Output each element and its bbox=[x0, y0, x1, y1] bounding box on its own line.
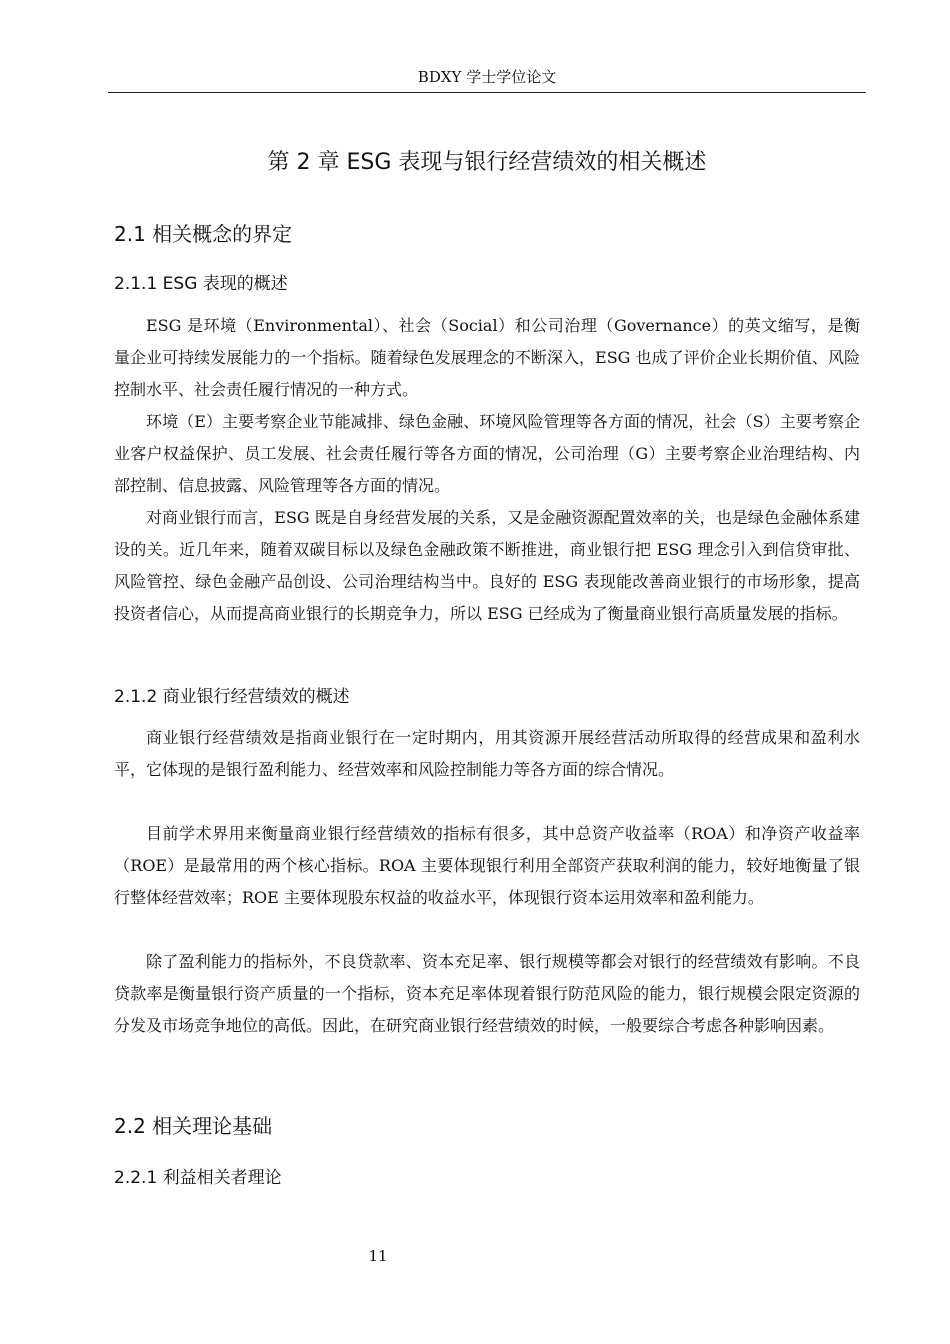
paragraph-roa-roe: 目前学术界用来衡量商业银行经营绩效的指标有很多，其中总资产收益率（ROA）和净资产收益率（ROE）是最常用的两个核心指标。ROA 主要体现银行利用全部资产获取利润的能力，较好地衡量了银行整体经营效率；ROE 主要体现股东权益的收益水平，体现银行资本运用效率和盈利能力。 bbox=[114, 824, 860, 907]
section-heading-2-2: 2.2 相关理论基础 bbox=[114, 1114, 273, 1138]
subsection-heading-2-1-2: 2.1.2 商业银行经营绩效的概述 bbox=[114, 687, 350, 707]
paragraph-esg-banks: 对商业银行而言，ESG 既是自身经营发展的关系，又是金融资源配置效率的关，也是绿色金融体系建设的关。近几年来，随着双碳目标以及绿色金融政策不断推进，商业银行把 ESG 理念引入到信贷审批、风险管控、绿色金融产品创设、公司治理结构当中。良好的 ESG 表现能改善商业银行的市场形象，提高投资者信心，从而提高商业银行的长期竞争力，所以 ESG 已经成为了衡量商业银行高质量发展的指标。 bbox=[114, 508, 860, 623]
subsection-heading-2-1-1: 2.1.1 ESG 表现的概述 bbox=[114, 274, 288, 294]
paragraph-other-indicators: 除了盈利能力的指标外，不良贷款率、资本充足率、银行规模等都会对银行的经营绩效有影响。不良贷款率是衡量银行资产质量的一个指标，资本充足率体现着银行防范风险的能力，银行规模会限定资源的分发及市场竞争地位的高低。因此，在研究商业银行经营绩效的时候，一般要综合考虑各种影响因素。 bbox=[114, 952, 860, 1035]
paragraph-esg-definition: ESG 是环境（Environmental）、社会（Social）和公司治理（Governance）的英文缩写，是衡量企业可持续发展能力的一个指标。随着绿色发展理念的不断深入，ESG 也成了评价企业长期价值、风险控制水平、社会责任履行情况的一种方式。 bbox=[114, 316, 860, 399]
paragraph-performance-definition: 商业银行经营绩效是指商业银行在一定时期内，用其资源开展经营活动所取得的经营成果和盈利水平，它体现的是银行盈利能力、经营效率和风险控制能力等各方面的综合情况。 bbox=[114, 728, 860, 779]
paragraph-esg-dimensions: 环境（E）主要考察企业节能减排、绿色金融、环境风险管理等各方面的情况，社会（S）主要考察企业客户权益保护、员工发展、社会责任履行等各方面的情况，公司治理（G）主要考察企业治理结构、内部控制、信息披露、风险管理等各方面的情况。 bbox=[114, 412, 860, 495]
section-heading-2-1: 2.1 相关概念的界定 bbox=[114, 222, 293, 246]
running-header: BDXY 学士学位论文 bbox=[108, 64, 866, 93]
chapter-title: 第 2 章 ESG 表现与银行经营绩效的相关概述 bbox=[267, 150, 707, 175]
subsection-heading-2-2-1: 2.2.1 利益相关者理论 bbox=[114, 1168, 282, 1188]
page-number: 11 bbox=[368, 1247, 388, 1265]
